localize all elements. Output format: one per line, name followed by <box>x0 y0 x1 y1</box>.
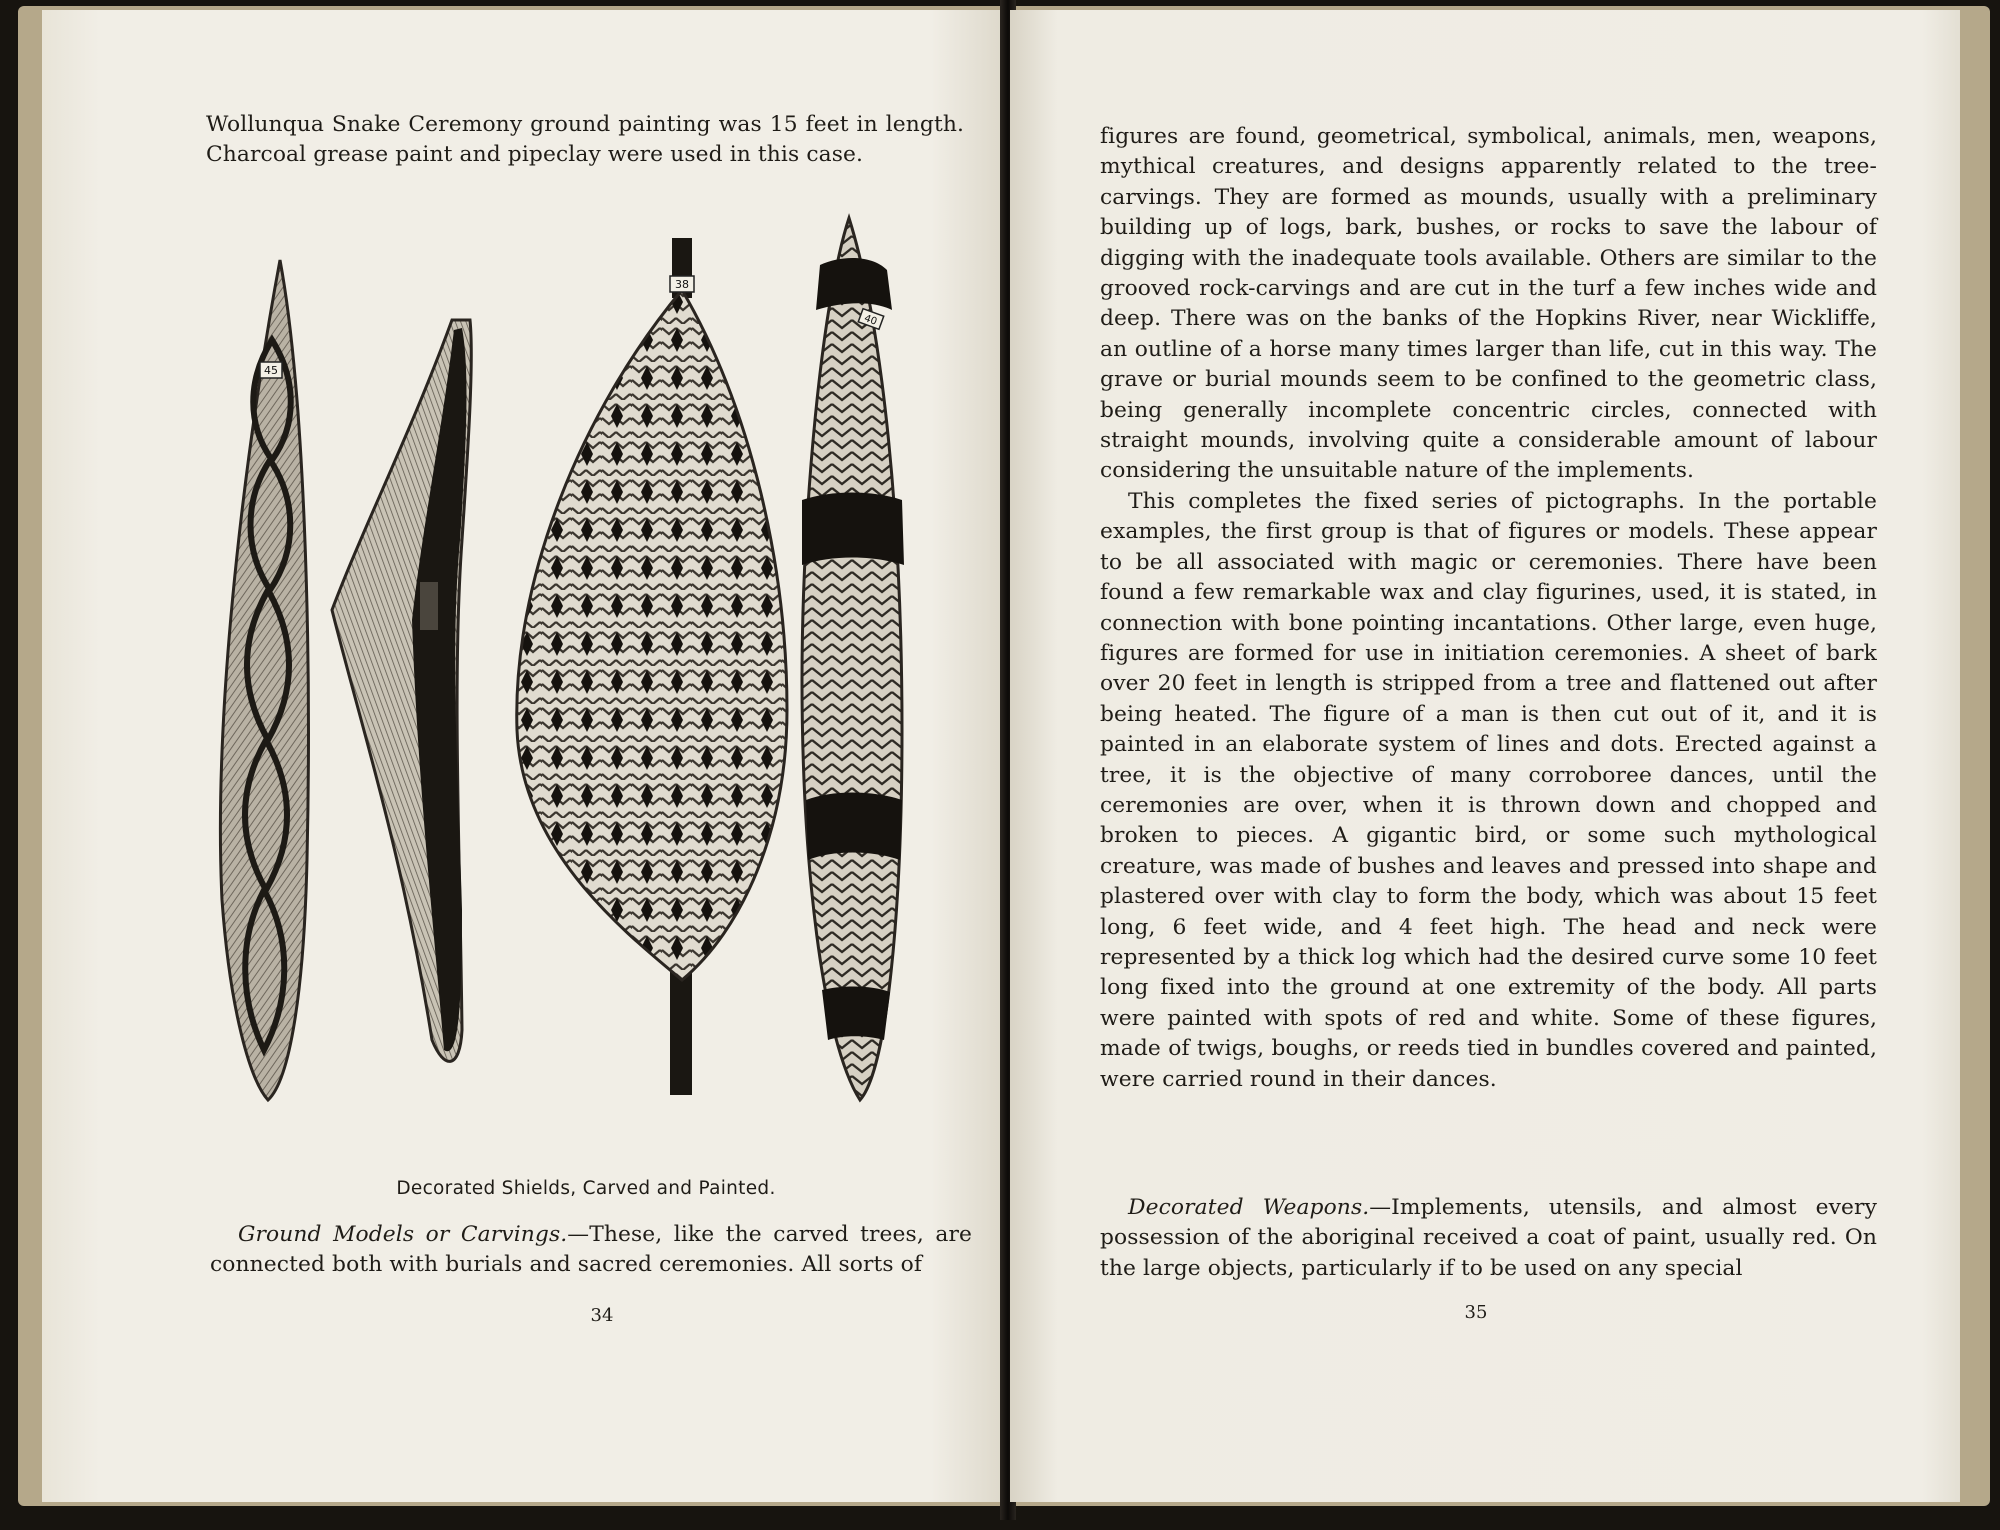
decorated-weapons-text: —Implements, utensils, and almost every possession of the aboriginal received a coat of paint, usually red. On the large objects, particularly if to be used on any special <box>1100 1195 1877 1281</box>
left-intro-paragraph <box>206 110 964 171</box>
page-number-right: 35 <box>1464 1302 1488 1323</box>
ground-models-text: —These, like the carved trees, are connected both with burials and sacred ceremonies. All sorts of <box>210 1222 972 1278</box>
page-number-left: 34 <box>590 1305 614 1326</box>
intro-text: Wollunqua Snake Ceremony ground painting was 15 feet in length. Charcoal grease paint and pipeclay were used in this case. <box>206 112 964 168</box>
figure-caption: Decorated Shields, Carved and Painted. <box>396 1178 776 1199</box>
left-page <box>42 10 1008 1502</box>
left-section-paragraph <box>210 1220 972 1281</box>
svg-text:40: 40 <box>862 313 879 328</box>
shield-45-image <box>220 260 308 1100</box>
section-heading-decorated-weapons: Decorated Weapons. <box>1128 1195 1370 1220</box>
paragraph-pictographs: This completes the fixed series of pictographs. In the portable examples, the first group is that of figures or models. These appear to be all associated with magic or ceremonies. There have been found a few remarkable wax and clay figurines, used, it is stated, in connection with bone pointing incantations. Other large, even huge, figures are formed for use in initiation ceremonies. A sheet of bark over 20 feet in length is stripped from a tree and flattened out after being heated. The figure of a man is then cut out of it, and it is painted in an elaborate system of lines and dots. Erected against a tree, it is the objective of many corroboree dances, until the ceremonies are over, when it is thrown down and chopped and broken to pieces. A gigantic bird, or some such mythological creature, was made of bushes and leaves and pressed into shape and plastered over with clay to form the body, which was about 15 feet long, 6 feet wide, and 4 feet high. The head and neck were represented by a thick log which had the desired curve some 10 feet long fixed into the ground at one extremity of the body. All parts were painted with spots of red and white. Some of these figures, made of twigs, boughs, or reeds tied in bundles covered and painted, were carried round in their dances. <box>1100 488 1877 1092</box>
right-main-text <box>1100 122 1877 1095</box>
svg-text:38: 38 <box>675 278 689 291</box>
shield-40-image <box>802 218 904 1100</box>
svg-text:45: 45 <box>264 364 278 377</box>
right-section-paragraph <box>1100 1193 1877 1284</box>
paragraph-figures: figures are found, geometrical, symbolical, animals, men, weapons, mythical creatures, and designs apparently related to the tree-carvings. They are formed as mounds, usually with a preliminary building up of logs, bark, bushes, or rocks to save the labour of digging with the inadequate tools available. Others are similar to the grooved rock-carvings and are cut in the turf a few inches wide and deep. There was on the banks of the Hopkins River, near Wickliffe, an outline of a horse many times larger than life, cut in this way. The grave or burial mounds seem to be confined to the geometric class, being generally incomplete concentric circles, connected with straight mounds, involving quite a considerable amount of labour considering the unsuitable nature of the implements. <box>1100 124 1877 484</box>
section-heading-ground-models: Ground Models or Carvings. <box>238 1222 568 1247</box>
shields-figure <box>212 210 972 1180</box>
shield-carved-image <box>332 320 471 1061</box>
shield-38-image <box>517 238 787 1095</box>
right-page <box>1010 10 1960 1502</box>
